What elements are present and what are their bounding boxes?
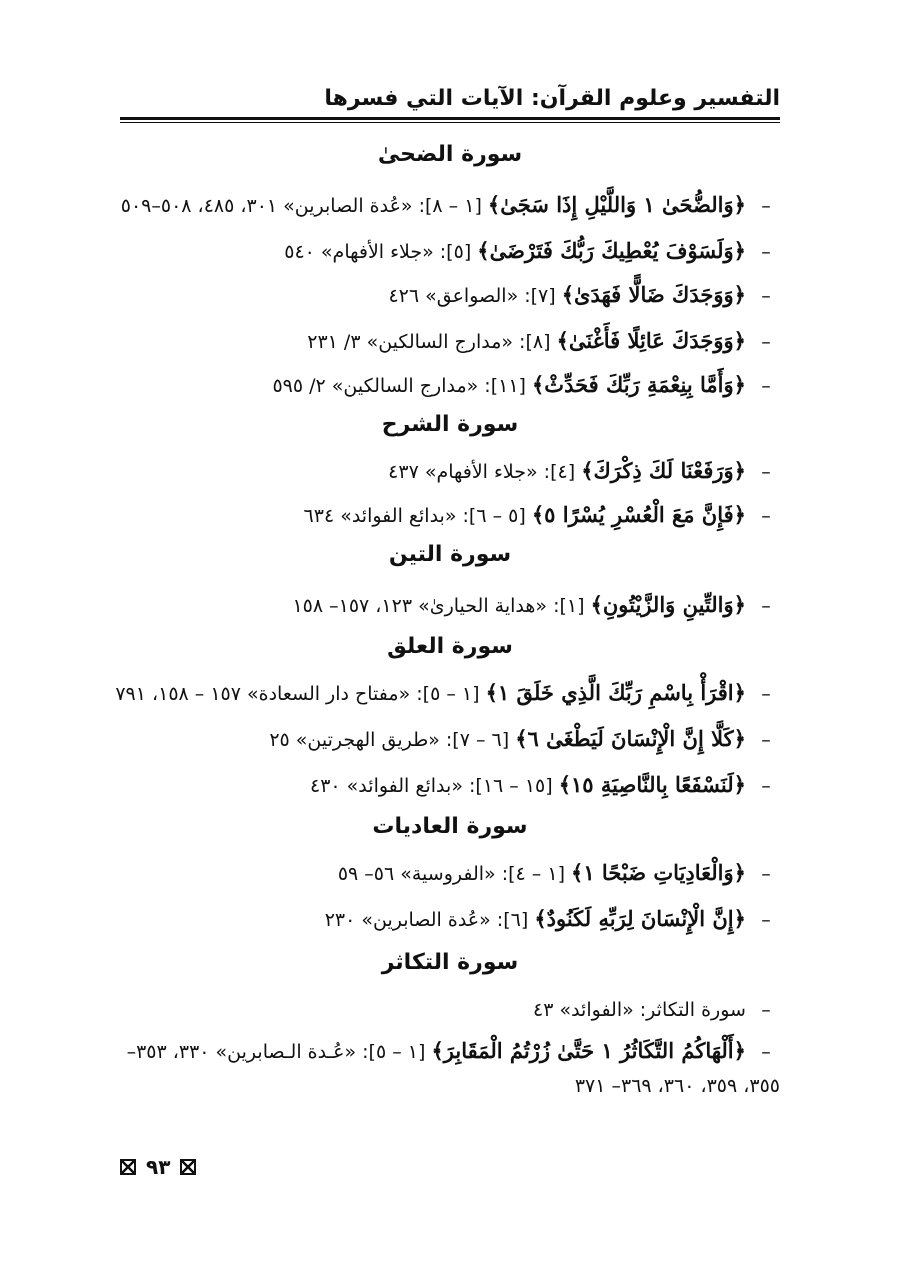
ayah-text: ﴿وَرَفَعْنَا لَكَ ذِكْرَكَ﴾ xyxy=(581,458,746,483)
ayah-text: ﴿وَالتِّينِ وَالزَّيْتُونِ﴾ xyxy=(590,592,746,617)
reference-text: سورة التكاثر: «الفوائد» ٤٣ xyxy=(533,999,746,1021)
surah-title-takathur: سورة التكاثر xyxy=(381,950,519,975)
bullet-dash: – xyxy=(761,285,771,307)
ayah-text: ﴿أَلْهَاكُمُ التَّكَاثُرُ ١ حَتَّىٰ زُرْتُمُ الْمَقَابِرَ﴾ xyxy=(431,1038,746,1063)
bullet-dash: – xyxy=(761,331,771,353)
ayah-text: ﴿وَوَجَدَكَ عَائِلًا فَأَغْنَىٰ﴾ xyxy=(556,328,746,353)
ayah-text: ﴿إِنَّ الْإِنْسَانَ لِرَبِّهِ لَكَنُودٌ﴾ xyxy=(534,906,746,931)
bullet-dash: – xyxy=(761,1041,771,1063)
reference-text: [٧]: «الصواعق» ٤٢٦ xyxy=(388,285,556,307)
list-item xyxy=(110,190,780,221)
header-rule-thick xyxy=(120,117,780,120)
ayah-text: ﴿فَإِنَّ مَعَ الْعُسْرِ يُسْرًا ٥﴾ xyxy=(531,502,746,527)
bullet-dash: – xyxy=(761,195,771,217)
ayah-text: ﴿اقْرَأْ بِاسْمِ رَبِّكَ الَّذِي خَلَقَ ١﴾ xyxy=(485,680,746,705)
list-item xyxy=(110,904,780,935)
ornament-icon xyxy=(120,1159,136,1175)
bullet-dash: – xyxy=(761,505,771,527)
list-item xyxy=(110,724,780,755)
surah-title-adiyat: سورة العاديات xyxy=(372,814,528,839)
list-item xyxy=(110,456,780,487)
ayah-text: ﴿وَالضُّحَىٰ ١ وَاللَّيْلِ إِذَا سَجَىٰ﴾ xyxy=(487,192,746,217)
reference-text: [٤]: «جلاء الأفهام» ٤٣٧ xyxy=(388,461,576,483)
header-rule-thin xyxy=(120,122,780,123)
reference-text: [١ – ٨]: «عُدة الصابرين» ٣٠١، ٤٨٥، ٥٠٨–٥٠٩ xyxy=(120,195,482,217)
reference-text: [٨]: «مدارج السالكين» ٣/ ٢٣١ xyxy=(307,331,551,353)
bullet-dash: – xyxy=(761,729,771,751)
reference-text: [١١]: «مدارج السالكين» ٢/ ٥٩٥ xyxy=(272,375,526,397)
ayah-text: ﴿لَنَسْفَعًا بِالنَّاصِيَةِ ١٥﴾ xyxy=(558,772,746,797)
surah-title-sharh: سورة الشرح xyxy=(381,412,519,437)
bullet-dash: – xyxy=(761,595,771,617)
ayah-text: ﴿وَالْعَادِيَاتِ ضَبْحًا ١﴾ xyxy=(571,860,746,885)
list-item xyxy=(110,280,780,311)
bullet-dash: – xyxy=(761,375,771,397)
surah-title-tin: سورة التين xyxy=(388,542,512,567)
ornament-icon xyxy=(180,1159,196,1175)
reference-text: [١ – ٥]: «عُـدة الـصابرين» ٣٣٠، ٣٥٣– ٣٥٥، ٣٥٩، ٣٦٠، ٣٦٩– ٣٧١ xyxy=(126,1041,780,1097)
reference-text: [١ – ٤]: «الفروسية» ٥٦– ٥٩ xyxy=(337,863,565,885)
ayah-text: ﴿وَلَسَوْفَ يُعْطِيكَ رَبُّكَ فَتَرْضَىٰ﴾ xyxy=(477,238,746,263)
list-item xyxy=(110,1034,780,1103)
running-header-title: التفسير وعلوم القرآن: الآيات التي فسرها xyxy=(324,86,780,111)
page-number: ٩٣ xyxy=(146,1155,171,1179)
bullet-dash: – xyxy=(761,863,771,885)
ayah-text: ﴿كَلَّا إِنَّ الْإِنْسَانَ لَيَطْغَىٰ ٦﴾ xyxy=(515,726,746,751)
reference-text: [١]: «هداية الحيارىٰ» ١٢٣، ١٥٧– ١٥٨ xyxy=(292,595,585,617)
ayah-text: ﴿وَوَجَدَكَ ضَالًّا فَهَدَىٰ﴾ xyxy=(561,282,746,307)
list-item xyxy=(110,678,780,709)
reference-text: [٦]: «عُدة الصابرين» ٢٣٠ xyxy=(324,909,529,931)
surah-title-duha: سورة الضحىٰ xyxy=(377,142,523,167)
ayah-text: ﴿وَأَمَّا بِنِعْمَةِ رَبِّكَ فَحَدِّثْ﴾ xyxy=(532,372,746,397)
list-item xyxy=(110,858,780,889)
list-item xyxy=(110,236,780,267)
bullet-dash: – xyxy=(761,241,771,263)
reference-text: [٦ – ٧]: «طريق الهجرتين» ٢٥ xyxy=(269,729,510,751)
reference-text: [١٥ – ١٦]: «بدائع الفوائد» ٤٣٠ xyxy=(310,775,553,797)
list-item xyxy=(110,370,780,401)
reference-text: [١ – ٥]: «مفتاح دار السعادة» ١٥٧ – ١٥٨، ٧٩١ xyxy=(115,683,480,705)
reference-text: [٥]: «جلاء الأفهام» ٥٤٠ xyxy=(284,241,472,263)
list-item xyxy=(110,590,780,621)
bullet-dash: – xyxy=(761,999,771,1021)
list-item xyxy=(110,994,780,1025)
surah-title-alaq: سورة العلق xyxy=(387,634,513,659)
reference-text: [٥ – ٦]: «بدائع الفوائد» ٦٣٤ xyxy=(303,505,526,527)
list-item xyxy=(110,500,780,531)
list-item xyxy=(110,770,780,801)
list-item xyxy=(110,326,780,357)
bullet-dash: – xyxy=(761,775,771,797)
bullet-dash: – xyxy=(761,683,771,705)
page-footer xyxy=(120,1152,196,1182)
bullet-dash: – xyxy=(761,909,771,931)
bullet-dash: – xyxy=(761,461,771,483)
